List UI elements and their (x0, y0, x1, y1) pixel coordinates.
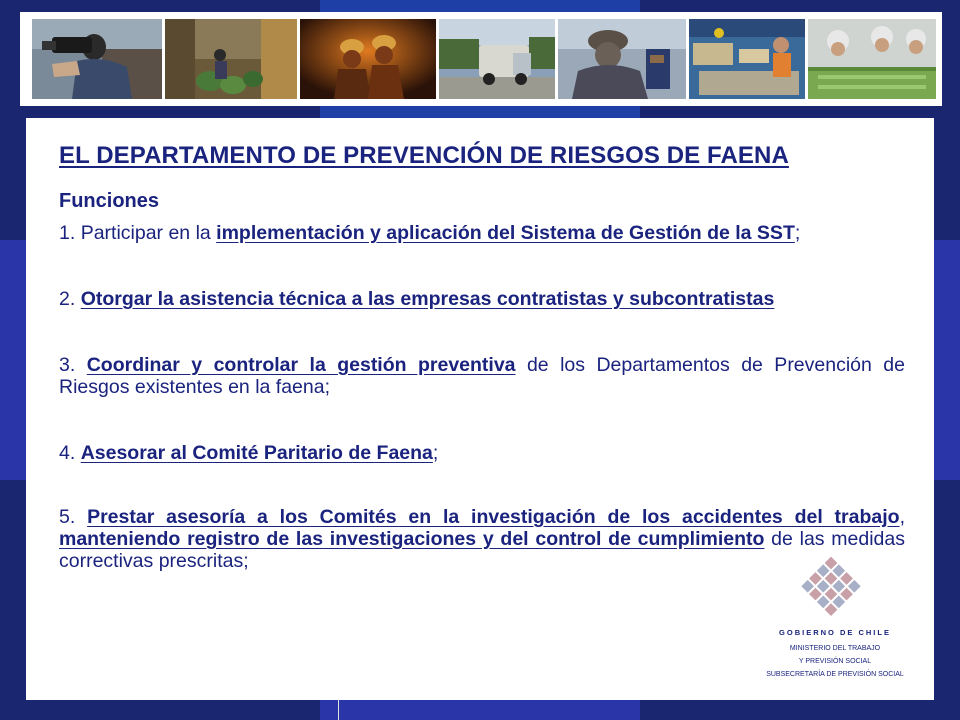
item-text: ; (794, 222, 801, 244)
item-text: de las medidas correctivas prescritas; (59, 528, 905, 572)
logo-ministerio: MINISTERIO DEL TRABAJO (789, 645, 881, 652)
item-highlight: Asesorar al Comité Paritario de Faena (80, 442, 433, 464)
item-number: 3. (59, 354, 87, 376)
photo-food-workers (808, 19, 936, 99)
item-highlight: Otorgar la asistencia técnica a las empresas contratistas y subcontratistas (80, 288, 775, 310)
section-subtitle: Funciones (59, 190, 160, 212)
item-text: , (899, 506, 905, 528)
photo-truck (439, 19, 555, 99)
logo-gobierno: GOBIERNO DE CHILE (779, 628, 891, 637)
item-text: Participar en la (80, 222, 217, 244)
item-highlight: implementación y aplicación del Sistema de Gestión de la SST (216, 222, 795, 244)
item-text: ; (432, 442, 439, 464)
list-item (59, 506, 905, 572)
photo-camera-operator (32, 19, 162, 99)
logo-subsecretaria: SUBSECRETARÍA DE PREVISIÓN SOCIAL (766, 671, 904, 678)
list-item (59, 288, 905, 310)
list-item (59, 354, 905, 398)
list-item (59, 442, 905, 464)
item-number: 1. (59, 222, 81, 244)
item-number: 2. (59, 288, 81, 310)
photo-miners (300, 19, 436, 99)
photo-workshop (165, 19, 297, 99)
item-highlight: manteniendo registro de las investigaciones y del control de cumplimiento (59, 528, 765, 550)
item-highlight: Prestar asesoría a los Comités en la investigación de los accidentes del trabajo (87, 506, 900, 528)
divider (338, 700, 339, 720)
photo-banner (20, 12, 942, 106)
item-number: 4. (59, 442, 81, 464)
list-item (59, 222, 905, 244)
gobierno-logo (796, 554, 866, 620)
page-title: EL DEPARTAMENTO DE PREVENCIÓN DE RIESGOS DE FAENA (59, 142, 789, 169)
item-text: de los Departamentos de Prevención de Riesgos existentes en la faena; (59, 354, 905, 398)
photo-worker-statue (558, 19, 686, 99)
logo-prevision: Y PREVISIÓN SOCIAL (798, 658, 872, 665)
photo-fish-market (689, 19, 805, 99)
item-number: 5. (59, 506, 88, 528)
item-highlight: Coordinar y controlar la gestión preventiva (86, 354, 516, 376)
